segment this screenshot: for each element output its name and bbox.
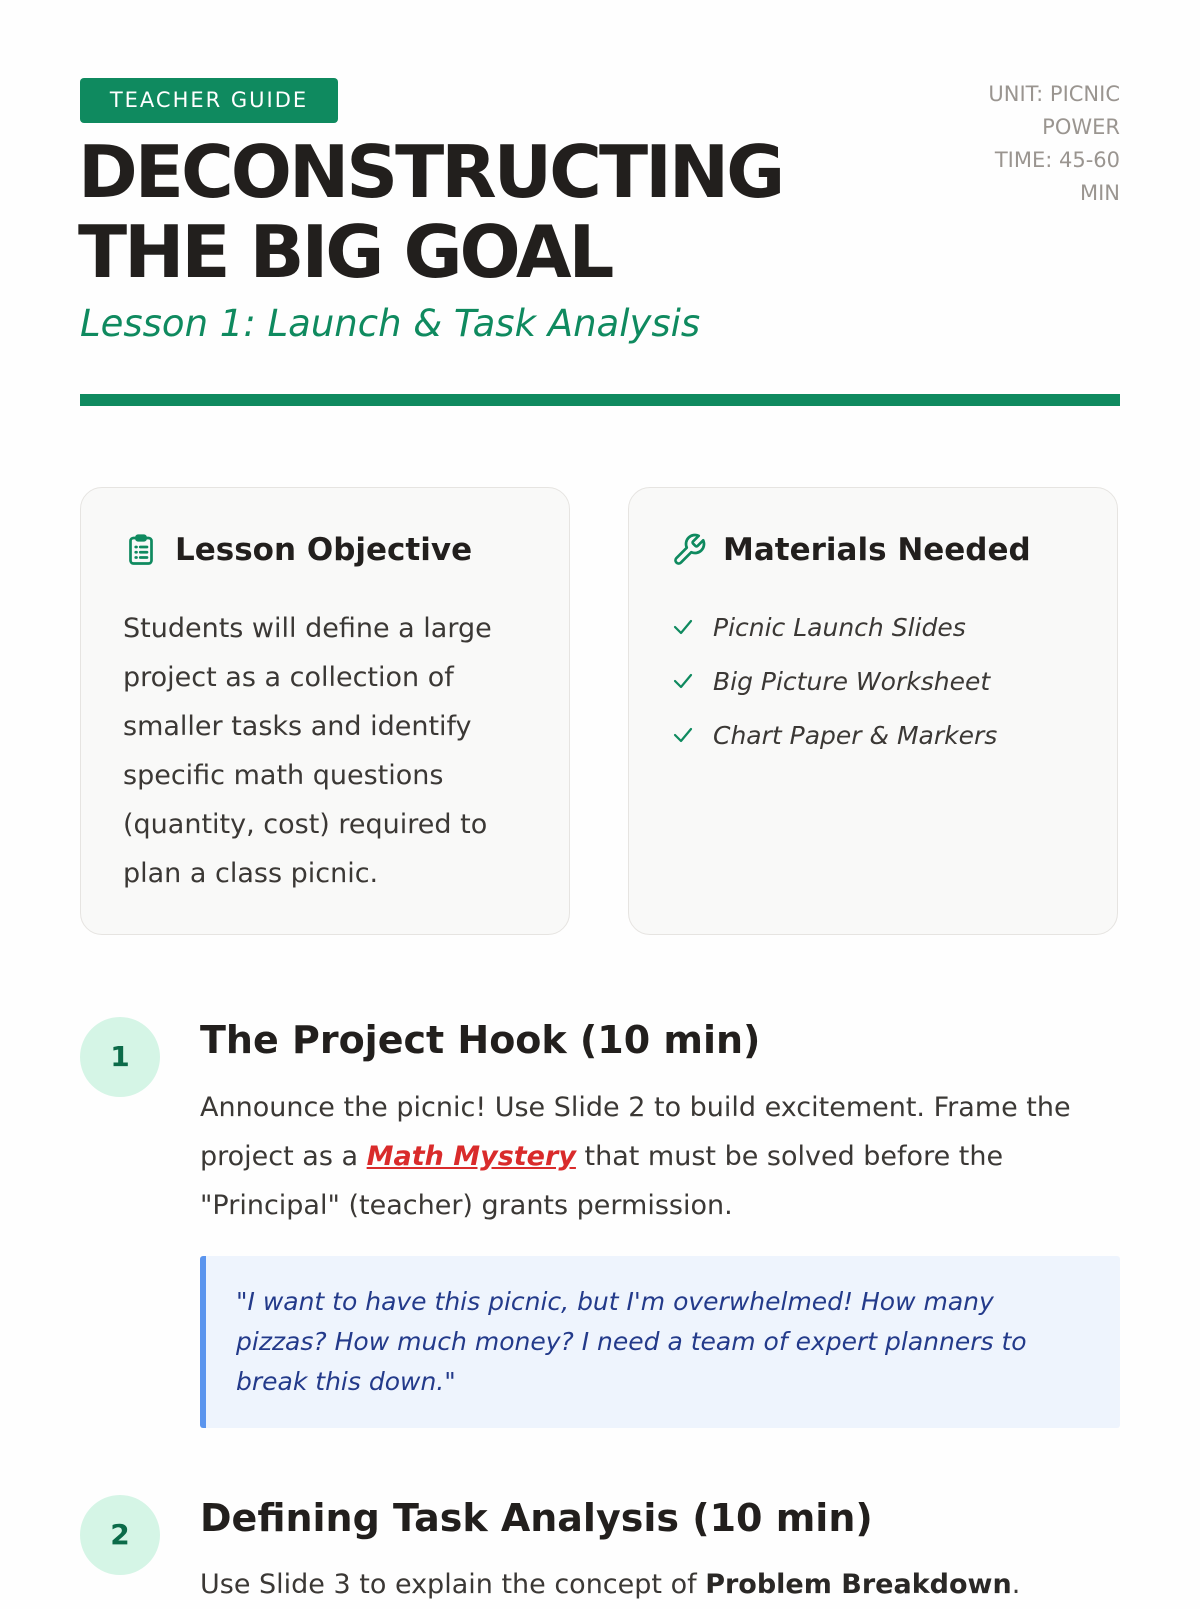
check-icon: [671, 723, 695, 747]
objective-header: [123, 532, 472, 568]
material-item: [671, 708, 997, 762]
title-line-1: DECONSTRUCTING: [78, 130, 783, 214]
wrench-icon: [671, 532, 707, 568]
meta-time: TIME: 45-60: [994, 148, 1120, 172]
materials-card: [628, 487, 1118, 935]
meta-unit: UNIT: PICNIC: [988, 82, 1120, 106]
lesson-objective-card: [80, 487, 570, 935]
unit-time-meta: [930, 78, 1120, 210]
material-item: [671, 600, 997, 654]
teacher-quote-callout: "I want to have this picnic, but I'm overwhelmed! How many pizzas? How much money? I need a team of expert planners to break this down.": [200, 1256, 1120, 1428]
objective-text: Students will define a large project as a collection of smaller tasks and identify specific math questions (quantity, cost) required to plan a class picnic.: [123, 613, 492, 889]
meta-unit-cont: POWER: [1042, 115, 1120, 139]
material-item: [671, 654, 997, 708]
step-text-part: Announce the picnic! Use Slide 2 to build excitement. Frame the project as a: [200, 1092, 1071, 1172]
step-description: [200, 1083, 1120, 1230]
step-title: Defining Task Analysis (10 min): [200, 1496, 873, 1540]
teacher-guide-badge: TEACHER GUIDE: [80, 78, 338, 123]
materials-header: [671, 532, 1031, 568]
materials-title: Materials Needed: [723, 532, 1031, 568]
step-number-badge: 2: [80, 1495, 160, 1575]
step-text-part: Use Slide 3 to explain the concept of: [200, 1569, 706, 1600]
step-title: The Project Hook (10 min): [200, 1018, 761, 1062]
material-label: Picnic Launch Slides: [713, 612, 966, 642]
title-line-2: THE BIG GOAL: [78, 210, 612, 294]
material-label: Big Picture Worksheet: [713, 666, 991, 696]
math-mystery-highlight: Math Mystery: [366, 1141, 576, 1172]
problem-breakdown-term: Problem Breakdown: [705, 1569, 1012, 1600]
teacher-guide-page: [80, 0, 1120, 1600]
check-icon: [671, 615, 695, 639]
header-divider: [80, 394, 1120, 406]
materials-list: [671, 600, 997, 762]
step-text-part: .: [1011, 1569, 1021, 1600]
lesson-subtitle: Lesson 1: Launch & Task Analysis: [80, 302, 701, 345]
check-icon: [671, 669, 695, 693]
clipboard-icon: [123, 532, 159, 568]
step-description: [200, 1560, 1120, 1609]
material-label: Chart Paper & Markers: [713, 720, 998, 750]
objective-title: Lesson Objective: [175, 532, 473, 568]
page-title: [78, 132, 938, 292]
meta-time-cont: MIN: [1079, 181, 1120, 205]
step-text-part: that must be solved before the "Principal" (teacher) grants permission.: [200, 1141, 1004, 1221]
step-number-badge: 1: [80, 1017, 160, 1097]
